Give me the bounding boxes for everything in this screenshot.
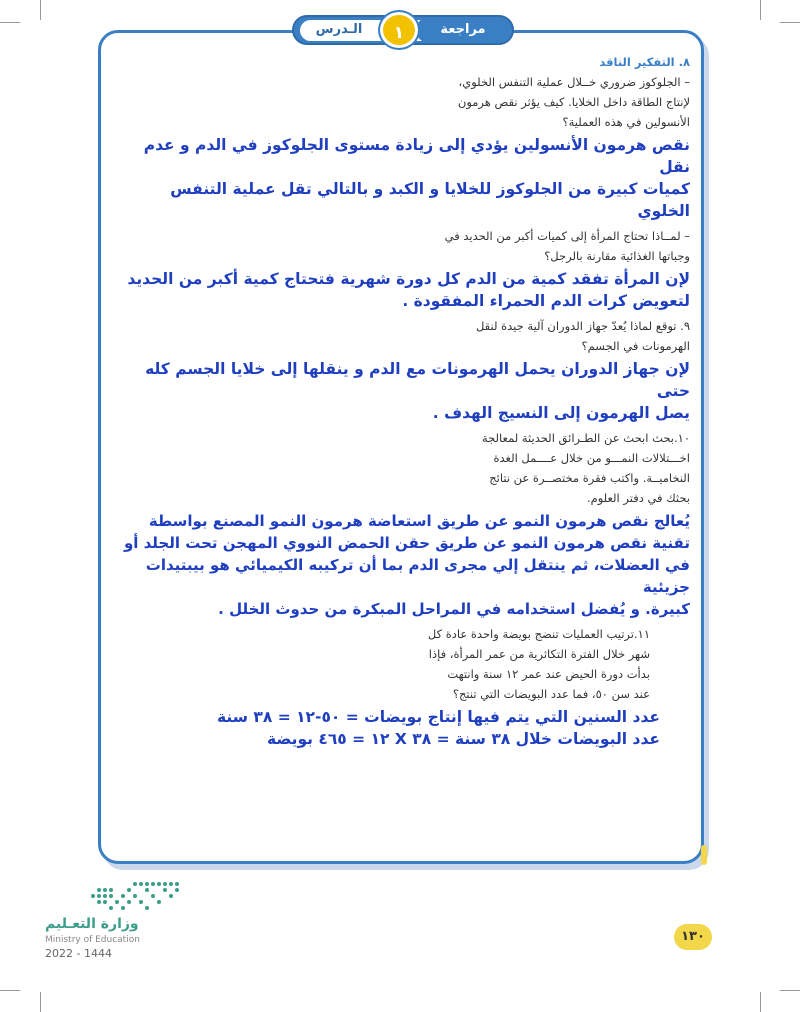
answer-line: عدد البويضات خلال ٣٨ سنة = ٣٨ X ١٢ = ٤٦٥ بويضة <box>266 730 660 748</box>
question-line: – لمــاذا تحتاج المرأة إلى كميات أكبر من الحديد في <box>444 229 690 243</box>
answer-8b <box>120 268 690 312</box>
question-9 <box>120 316 690 356</box>
logo-english-text: Ministry of Education <box>45 935 140 945</box>
question-line: شهر خلال الفترة التكاثرية من عمر المرأة، فإذا <box>428 647 650 661</box>
answer-line: كبيرة. و يُفضل استخدامه في المراحل المبكرة من حدوث الخلل . <box>218 600 690 618</box>
content <box>120 52 690 754</box>
answer-line: نقص هرمون الأنسولين يؤدي إلى زيادة مستوى الجلوكوز في الدم و عدم نقل <box>143 136 690 176</box>
question-line: – الجلوكوز ضروري خــلال عملية التنفس الخلوي، <box>458 75 690 89</box>
question-line: بحثك في دفتر العلوم. <box>586 491 690 505</box>
lesson-number-badge: ١ <box>380 12 418 48</box>
answer-8 <box>120 134 690 222</box>
question-10 <box>120 428 690 508</box>
answer-line: يُعالج نقص هرمون النمو عن طريق استعاضة هرمون النمو المصنع بواسطة <box>148 512 690 530</box>
review-label: مراجعة <box>416 17 510 43</box>
question-line: لإنتاج الطاقة داخل الخلايا. كيف يؤثر نقص هرمون <box>457 95 690 109</box>
lesson-label: الـدرس <box>315 22 363 37</box>
answer-line: يصل الهرمون إلى النسيج الهدف . <box>432 404 690 422</box>
answer-line: لتعويض كرات الدم الحمراء المفقودة . <box>402 292 690 310</box>
question-line: الهرمونات في الجسم؟ <box>581 339 690 353</box>
answer-line: لإن جهاز الدوران يحمل الهرمونات مع الدم و ينقلها إلى خلايا الجسم كله حتى <box>145 360 690 400</box>
crop-mark <box>0 990 20 991</box>
answer-9 <box>120 358 690 424</box>
crop-mark <box>780 22 800 23</box>
question-line: عند سن ٥٠، فما عدد البويضات التي تنتج؟ <box>452 687 650 701</box>
question-line: النخاميــة. واكتب فقرة مختصــرة عن نتائج <box>489 471 690 485</box>
question-11 <box>120 624 690 704</box>
crop-mark <box>40 992 41 1012</box>
question-line: ١١.ترتيب العمليات تنضج بويضة واحدة عادة كل <box>427 627 650 641</box>
answer-line: كميات كبيرة من الجلوكوز للخلايا و الكبد و بالتالي تقل عملية التنفس الخلوي <box>170 180 690 220</box>
crop-mark <box>780 990 800 991</box>
answer-line: تقنية نقص هرمون النمو عن طريق حقن الحمض النووي المهجن تحت الجلد أو <box>123 534 690 552</box>
logo-arabic-text: وزارة التعـليم <box>45 916 139 932</box>
crop-mark <box>760 0 761 20</box>
question-line: ٨. التفكير الناقد <box>599 55 690 69</box>
question-line: وجباتها الغذائية مقارنة بالرجل؟ <box>544 249 690 263</box>
question-8b <box>120 226 690 266</box>
crop-mark <box>0 22 20 23</box>
crop-mark <box>760 992 761 1012</box>
answer-line: عدد السنين التي يتم فيها إنتاج بويضات = ٥٠-١٢ = ٣٨ سنة <box>217 708 660 726</box>
logo-dots-icon <box>85 880 185 910</box>
question-line: بدأت دورة الحيض عند عمر ١٢ سنة وانتهت <box>447 667 650 681</box>
crop-mark <box>40 0 41 20</box>
answer-10 <box>120 510 690 620</box>
answer-11 <box>120 706 690 750</box>
page-number: ١٣٠ <box>674 924 712 950</box>
logo-year: 2022 - 1444 <box>45 947 112 960</box>
question-line: ١٠.بحث ابحث عن الطـرائق الحديثة لمعالجة <box>481 431 690 445</box>
answer-line: في العضلات، ثم ينتقل إلي مجرى الدم بما أن تركيبه الكيميائي هو بيبتيدات جزيئية <box>145 556 690 596</box>
question-line: الأنسولين في هذه العملية؟ <box>562 115 690 129</box>
question-8 <box>120 52 690 132</box>
answer-line: لإن المرأة تفقد كمية من الدم كل دورة شهرية فتحتاج كمية أكبر من الحديد <box>127 270 690 288</box>
question-line: اخـــتلالات النمـــو من خلال عــــمل الغدة <box>493 451 690 465</box>
ministry-logo <box>45 880 195 970</box>
frame-accent <box>701 845 707 865</box>
question-line: ٩. توقع لماذا يُعدّ جهاز الدوران آلية جيدة لنقل <box>475 319 690 333</box>
